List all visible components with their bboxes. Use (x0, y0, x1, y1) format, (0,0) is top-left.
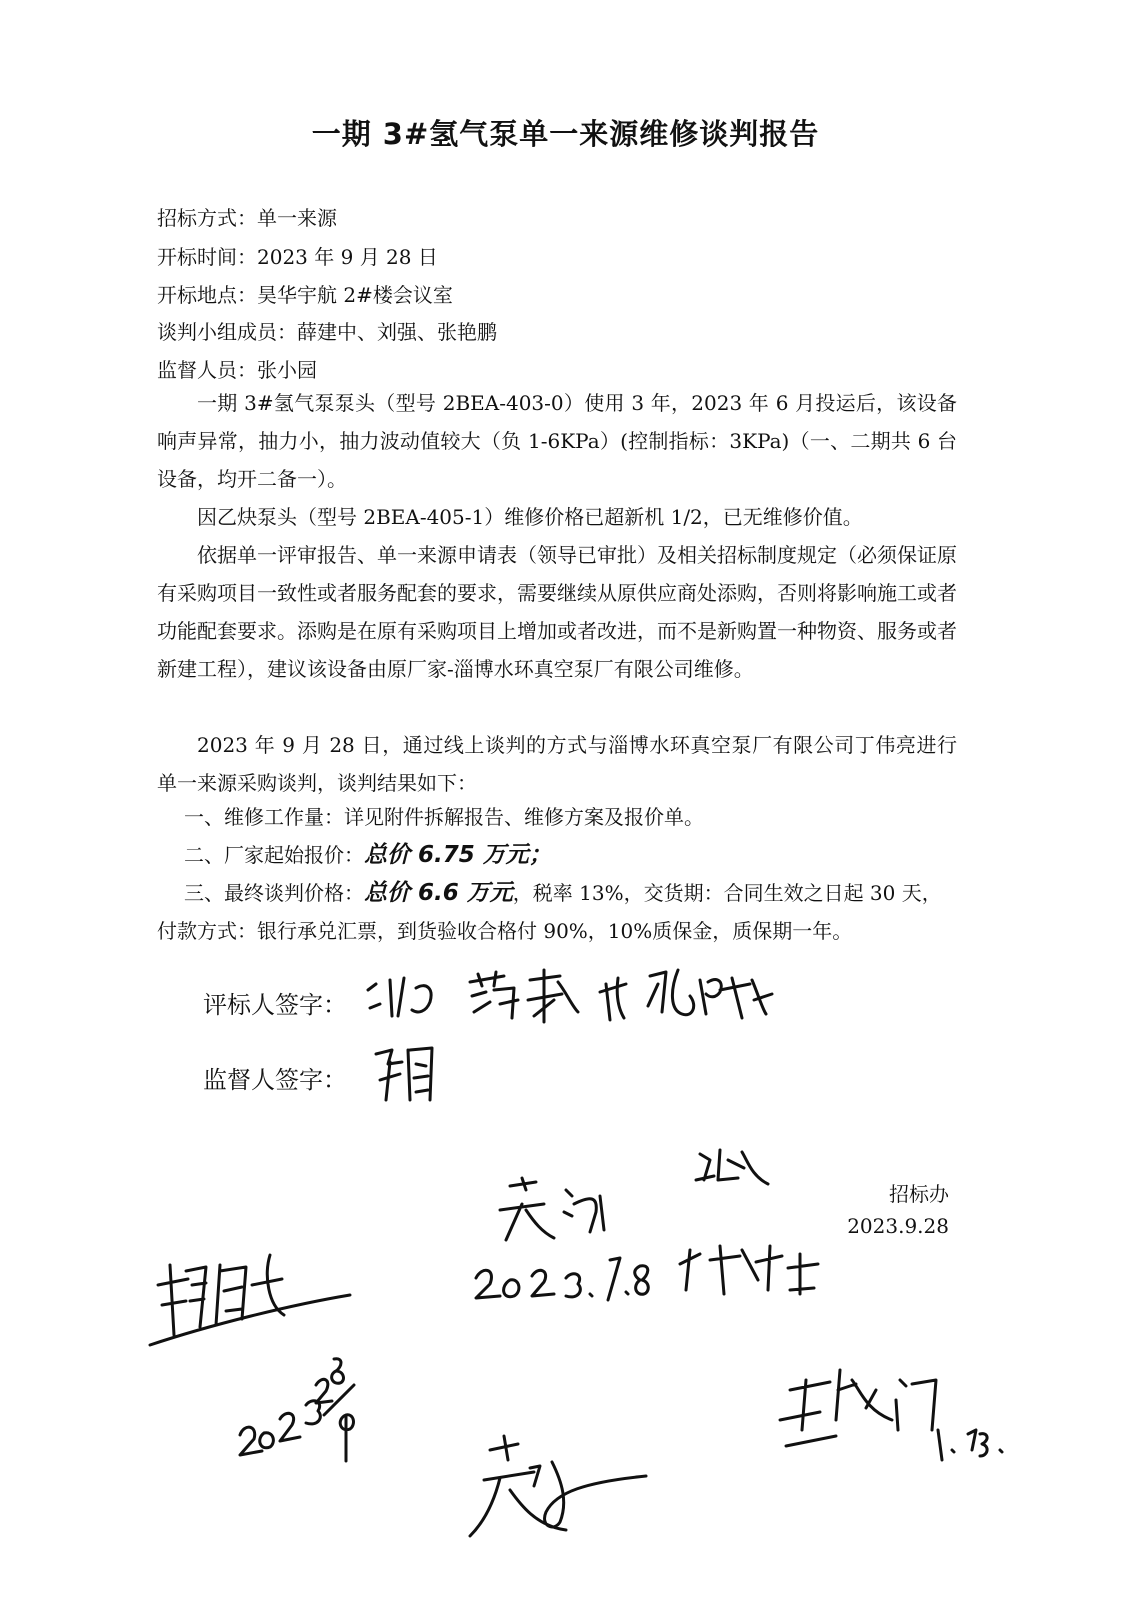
result-item-3-terms: ，税率 13%，交货期：合同生效之日起 30 天， (512, 881, 942, 905)
handwritten-signatures-bottom (460, 1350, 1060, 1590)
payment-terms: 付款方式：银行承兑汇票，到货验收合格付 90%，10%质保金，质保期一年。 (157, 919, 853, 943)
handwritten-signatures-top (470, 1150, 850, 1320)
result-item-3-label: 三、最终谈判价格： (184, 881, 364, 905)
handwritten-signatures-left (140, 1235, 380, 1475)
paragraph-repair-cost: 因乙炔泵头（型号 2BEA-405-1）维修价格已超新机 1/2，已无维修价值。 (197, 505, 863, 529)
evaluator-signatures (360, 960, 800, 1030)
supervisor-person: 监督人员：张小园 (157, 358, 317, 382)
open-time: 开标时间：2023 年 9 月 28 日 (157, 245, 438, 269)
evaluator-signature-label: 评标人签字： (203, 991, 347, 1019)
page-title: 一期 3#氢气泵单一来源维修谈判报告 (311, 117, 820, 151)
paragraph-basis: 依据单一评审报告、单一来源申请表（领导已审批）及相关招标制度规定（必须保证原有采购项目一致性或者服务配套的要求，需要继续从原供应商处添购，否则将影响施工或者功能配套要求。添购是在原有采购项目上增加或者改进，而不是新购置一种物资、服务或者新建工程），建议该设备由原厂家-淄博水环真空泵厂有限公司维修。 (157, 543, 957, 681)
result-item-1: 一、维修工作量：详见附件拆解报告、维修方案及报价单。 (184, 805, 704, 829)
initial-price: 总价 6.75 万元； (364, 842, 552, 868)
final-price: 总价 6.6 万元 (364, 880, 513, 906)
paragraph-background: 一期 3#氢气泵泵头（型号 2BEA-403-0）使用 3 年，2023 年 6 月投运后，该设备响声异常，抽力小，抽力波动值较大（负 1-6KPa）(控制指标：3KPa)（一、二期共 6 台设备，均开二备一）。 (157, 391, 957, 491)
result-item-3 (184, 874, 942, 912)
supervisor-signature-label: 监督人签字： (203, 1066, 347, 1094)
paragraph-negotiation: 2023 年 9 月 28 日，通过线上谈判的方式与淄博水环真空泵厂有限公司丁伟亮进行单一来源采购谈判，谈判结果如下： (157, 733, 957, 795)
bid-method: 招标方式：单一来源 (157, 206, 337, 230)
team-members: 谈判小组成员：薛建中、刘强、张艳鹏 (157, 320, 497, 344)
result-item-2-label: 二、厂家起始报价： (184, 843, 364, 867)
office-date: 2023.9.28 (847, 1214, 949, 1238)
result-item-2 (184, 836, 552, 874)
bidding-office: 招标办 (889, 1182, 949, 1206)
supervisor-signature (370, 1040, 470, 1110)
open-place: 开标地点：昊华宇航 2#楼会议室 (157, 283, 453, 307)
